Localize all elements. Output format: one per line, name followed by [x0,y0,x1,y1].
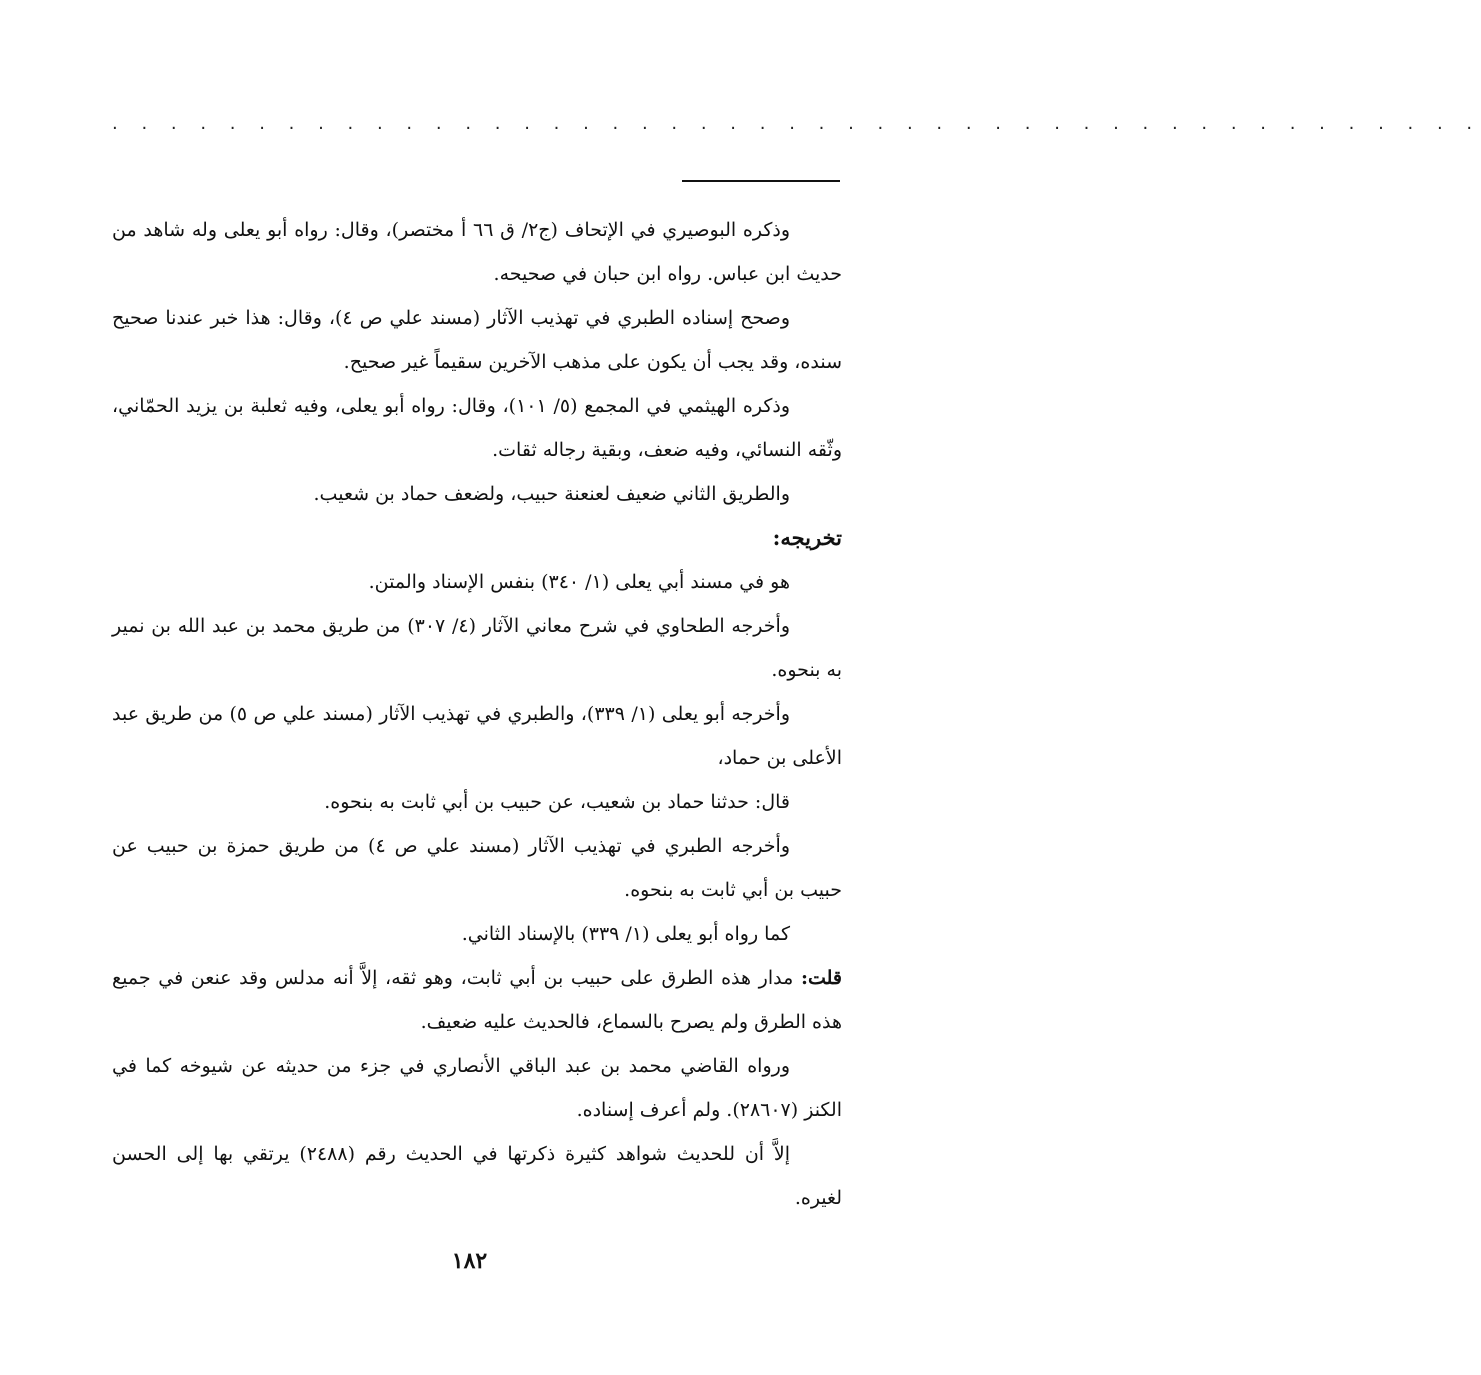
section-heading-takhrij: تخريجه: [772,525,842,550]
paragraph-qala: قال: حدثنا حماد بن شعيب، عن حبيب بن أبي ثابت به بنحوه. [324,791,790,813]
qult-label: قلت: [800,967,842,989]
paragraph-tabari-hamza: وأخرجه الطبري في تهذيب الآثار (مسند علي ص ٤) من طريق حمزة بن حبيب عن حبيب بن أبي ثابت به بنحوه. [112,835,842,901]
paragraph-qadi: ورواه القاضي محمد بن عبد الباقي الأنصاري في جزء من حديثه عن شيوخه كما في الكنز (٢٨٦٠٧). ولم أعرف إسناده. [112,1055,842,1121]
paragraph-tabari-sahih: وصحح إسناده الطبري في تهذيب الآثار (مسند علي ص ٤)، وقال: هذا خبر عندنا صحيح سنده، وقد يجب أن يكون على مذهب الآخرين سقيماً غير صحيح. [112,307,842,373]
paragraph-qult [112,956,842,1044]
dotted-separator: · · · · · · · · · · · · · · · · · · · · · · · · · · · · · · · · · · · · · · · · · · · · · · · [112,118,1481,139]
paragraph-tahawi: وأخرجه الطحاوي في شرح معاني الآثار (٤/ ٣٠٧) من طريق محمد بن عبد الله بن نمير به بنحوه. [112,615,842,681]
page-number: ١٨٢ [451,1248,488,1274]
paragraph-shawahid: إلاَّ أن للحديث شواهد كثيرة ذكرتها في الحديث رقم (٢٤٨٨) يرتقي بها إلى الحسن لغيره. [112,1143,842,1209]
footnote-rule [682,180,840,182]
page-body [112,208,842,1220]
paragraph-haythami: وذكره الهيثمي في المجمع (٥/ ١٠١)، وقال: رواه أبو يعلى، وفيه ثعلبة بن يزيد الحمّاني، وثّقه النسائي، وفيه ضعف، وبقية رجاله ثقات. [112,395,842,461]
qult-text: مدار هذه الطرق على حبيب بن أبي ثابت، وهو ثقه، إلاَّ أنه مدلس وقد عنعن في جميع هذه الطرق ولم يصرح بالسماع، فالحديث عليه ضعيف. [112,967,842,1033]
paragraph-musnad-abi-yala: هو في مسند أبي يعلى (١/ ٣٤٠) بنفس الإسناد والمتن. [368,571,790,593]
paragraph-second-isnad: كما رواه أبو يعلى (١/ ٣٣٩) بالإسناد الثاني. [461,923,790,945]
paragraph-abu-yala-tabari: وأخرجه أبو يعلى (١/ ٣٣٩)، والطبري في تهذيب الآثار (مسند علي ص ٥) من طريق عبد الأعلى بن حماد، [112,703,842,769]
paragraph-second-route: والطريق الثاني ضعيف لعنعنة حبيب، ولضعف حماد بن شعيب. [313,483,790,505]
paragraph-busiri: وذكره البوصيري في الإتحاف (ج٢/ ق ٦٦ أ مختصر)، وقال: رواه أبو يعلى وله شاهد من حديث ابن عباس. رواه ابن حبان في صحيحه. [112,219,842,285]
